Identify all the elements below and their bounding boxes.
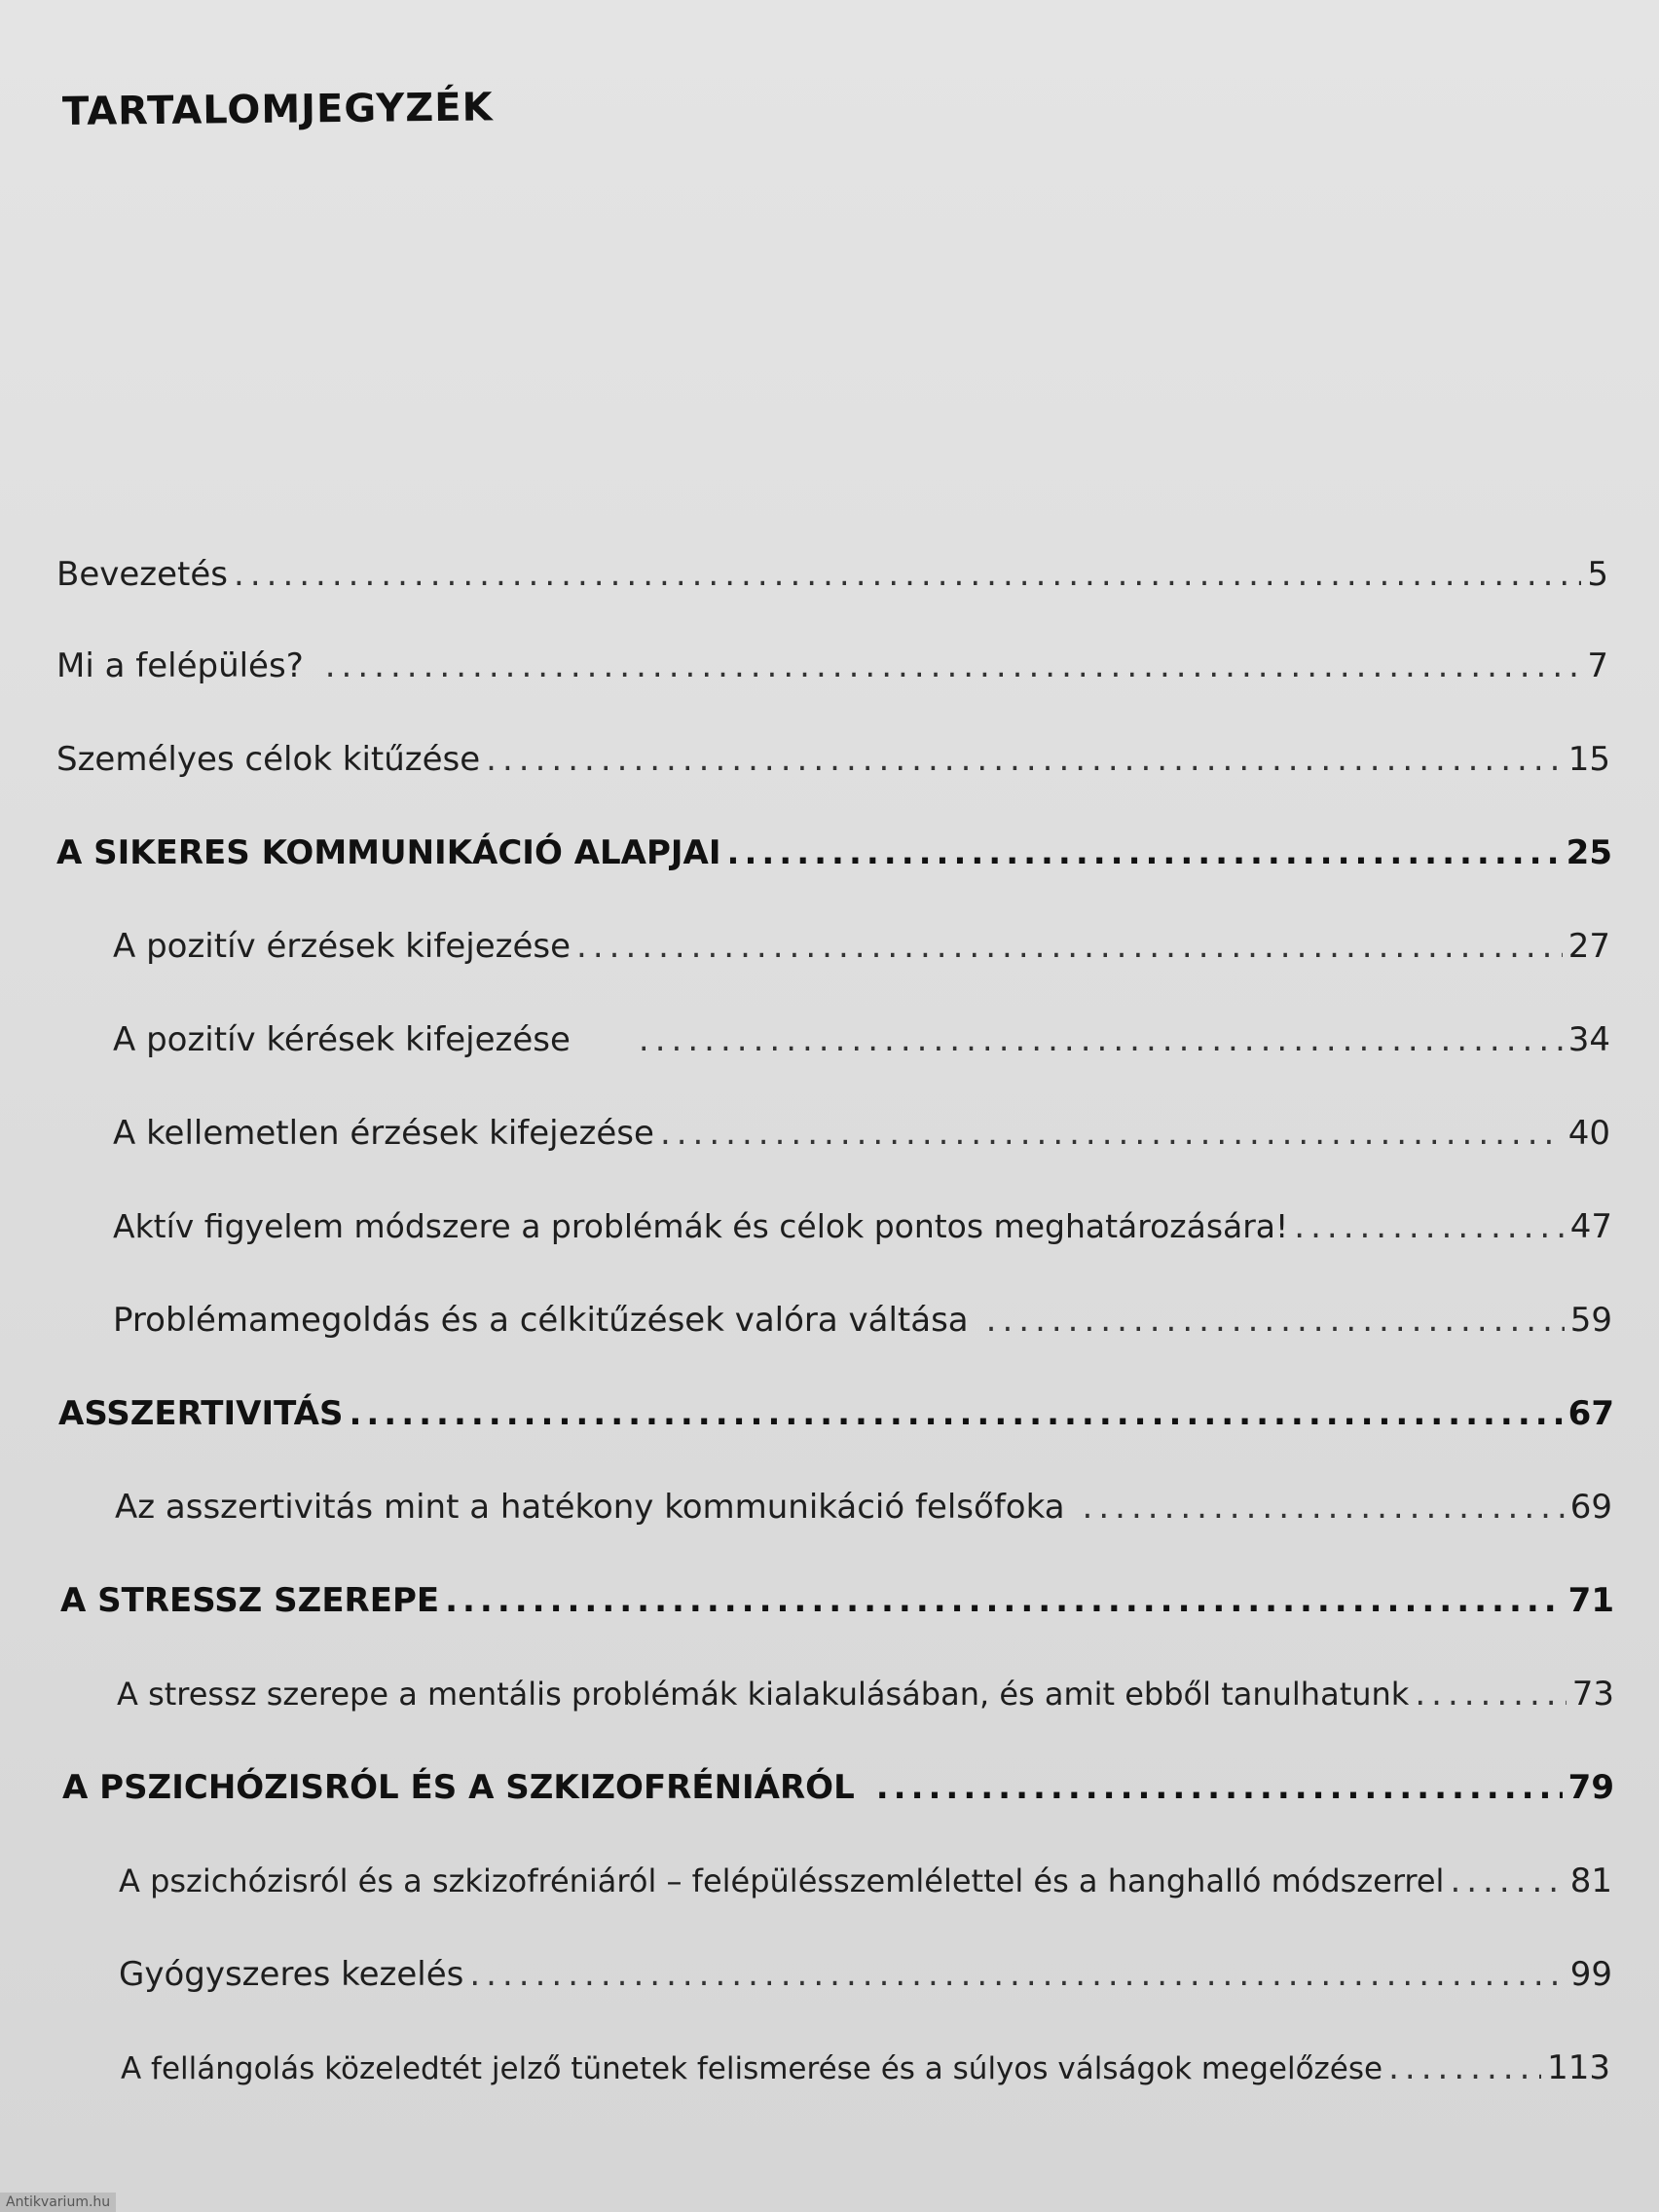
leader-dots (986, 1301, 1565, 1340)
leader-dots (660, 1114, 1563, 1153)
toc-section-entry (58, 1394, 1614, 1439)
toc-entry-page: 27 (1567, 927, 1610, 966)
leader-dots (234, 555, 1581, 594)
leader-dots (349, 1394, 1562, 1433)
leader-dots (1415, 1675, 1566, 1714)
leader-dots (1294, 1207, 1564, 1246)
toc-entry (113, 1020, 1610, 1065)
leader-dots (1450, 1862, 1564, 1900)
toc-entry-page: 99 (1569, 1955, 1612, 1994)
toc-entry-page: 25 (1566, 833, 1612, 872)
toc-entry-label: A SIKERES KOMMUNIKÁCIÓ ALAPJAI (56, 833, 721, 872)
toc-entry (56, 646, 1608, 691)
toc-entry-page: 69 (1569, 1488, 1612, 1527)
toc-entry-label: Személyes célok kitűzése (56, 740, 481, 779)
toc-entry-label: A pozitív kérések kifejezése (113, 1020, 571, 1059)
toc-title: TARTALOMJEGYZÉK (61, 85, 494, 134)
toc-section-entry (62, 1768, 1614, 1813)
toc-entry-page: 73 (1571, 1675, 1614, 1714)
toc-entry (113, 927, 1610, 972)
watermark: Antikvarium.hu (0, 2193, 116, 2212)
toc-entry-page: 81 (1569, 1862, 1612, 1900)
toc-entry (56, 555, 1608, 600)
toc-entry-label: A PSZICHÓZISRÓL ÉS A SZKIZOFRÉNIÁRÓL (62, 1768, 855, 1807)
toc-entry-page: 15 (1567, 740, 1610, 779)
toc-section-entry (60, 1581, 1614, 1626)
toc-entry-page: 59 (1569, 1301, 1612, 1340)
toc-entry-label: Az asszertivitás mint a hatékony kommunikáció felsőfoka (115, 1488, 1065, 1527)
toc-entry-label: Gyógyszeres kezelés (119, 1955, 464, 1994)
toc-entry-label: A fellángolás közeledtét jelző tünetek felismerése és a súlyos válságok megelőzése (121, 2051, 1383, 2086)
toc-entry-label: Mi a felépülés? (56, 646, 304, 685)
toc-entry (56, 740, 1610, 785)
toc-entry-page: 5 (1587, 555, 1608, 594)
leader-dots (445, 1581, 1563, 1620)
toc-entry (113, 1114, 1610, 1159)
toc-entry-label: ASSZERTIVITÁS (58, 1394, 344, 1433)
toc-entry-page: 34 (1567, 1020, 1610, 1059)
toc-entry-page: 40 (1567, 1114, 1610, 1153)
toc-entry (117, 1675, 1614, 1719)
toc-entry (113, 1301, 1612, 1346)
leader-dots (1388, 2048, 1541, 2087)
toc-entry-page: 67 (1567, 1394, 1614, 1433)
toc-entry-label: A pszichózisról és a szkizofréniáról – felépülésszemlélettel és a hanghalló módszerrel (119, 1862, 1445, 1899)
toc-entry-page: 79 (1567, 1768, 1614, 1807)
leader-dots (876, 1768, 1563, 1807)
toc-entry-label: Problémamegoldás és a célkitűzések valóra váltása (113, 1301, 969, 1340)
leader-dots (469, 1955, 1564, 1994)
toc-entry (113, 1207, 1612, 1252)
toc-entry-label: A STRESSZ SZEREPE (60, 1581, 440, 1620)
toc-entry-label: Bevezetés (56, 555, 229, 594)
leader-dots (576, 927, 1563, 966)
toc-entry (121, 2048, 1610, 2093)
toc-entry-page: 113 (1547, 2048, 1610, 2087)
leader-dots (1083, 1488, 1565, 1527)
leader-dots (727, 833, 1561, 872)
toc-entry-label: A pozitív érzések kifejezése (113, 927, 571, 966)
toc-entry-label: Aktív figyelem módszere a problémák és célok pontos meghatározására! (113, 1207, 1289, 1245)
toc-entry-page: 7 (1587, 646, 1608, 685)
toc-entry-page: 71 (1567, 1581, 1614, 1620)
toc-entry (119, 1862, 1612, 1906)
toc-entry-label: A stressz szerepe a mentális problémák kialakulásában, és amit ebből tanulhatunk (117, 1676, 1410, 1713)
leader-dots (486, 740, 1563, 779)
toc-entry-page: 47 (1569, 1207, 1612, 1246)
toc-entry (119, 1955, 1612, 2000)
leader-dots (639, 1020, 1563, 1059)
toc-section-entry (56, 833, 1612, 878)
toc-entry-label: A kellemetlen érzések kifejezése (113, 1114, 654, 1153)
toc-entry (115, 1488, 1612, 1532)
leader-dots (325, 646, 1582, 685)
